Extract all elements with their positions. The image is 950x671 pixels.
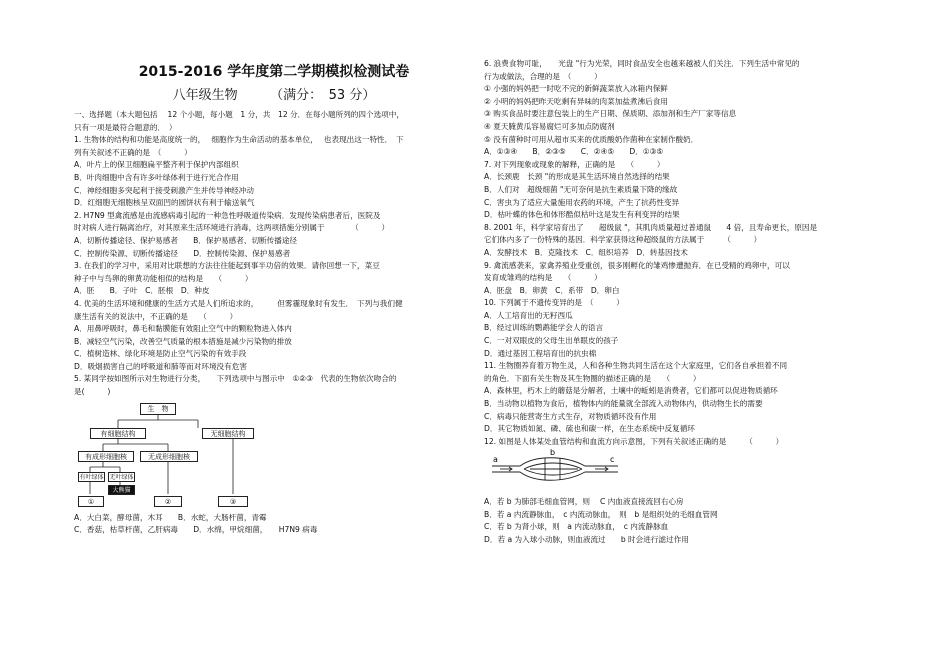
text-line: C．控制传染源、切断传播途径 D．控制传染源、保护易感者 — [74, 248, 291, 258]
text-line: B．当动物以植物为食后，植物体内的能量就全部流入动物体内，供动物生长的需要 — [484, 399, 763, 409]
text-line: C．一对双眼皮的父母生出单眼皮的孩子 — [484, 336, 619, 346]
text-line: 6. 浪费食物可耻， 光盘 "行为光荣，同时食品安全也越来越被人们关注．下列生活中常见的 — [484, 59, 800, 68]
text-line: 1. 生物体的结构和功能是高度统一的， 细胞作为生命活动的基本单位， 也表现出这一特性． 下 — [74, 135, 404, 145]
text-line: D．若 a 为入球小动脉，则血液流过 b 时会进行滤过作用 — [484, 534, 689, 544]
text-line: C．病毒只能营寄生方式生存，对物质循环没有作用 — [484, 411, 657, 421]
node-blank-1: ① — [78, 496, 104, 507]
exam-title: 2015-2016 学年度第二学期模拟检测试卷 — [138, 64, 410, 80]
left-text-block — [74, 109, 474, 399]
left-answer-block — [74, 512, 474, 537]
text-line: D．红细胞无细胞核呈双面凹的圆饼状有利于输送氧气 — [74, 198, 255, 208]
text-line: 列有关叙述不正确的是 （ ） — [74, 147, 192, 157]
exam-subtitle: 八年级生物 （满分： 53 分） — [172, 88, 376, 103]
node-with-nucleus: 有成形细胞核 — [78, 451, 134, 462]
node-acellular: 无细胞结构 — [202, 428, 254, 439]
blood-vessel-diagram — [490, 449, 620, 489]
text-line: A．胚 B．子叶 C．胚根 D．种皮 — [74, 286, 210, 296]
text-line: ② 小明的妈妈把昨天吃剩有异味的肉菜加盐煮沸后食用 — [484, 96, 668, 106]
text-line: 9. 禽流感袭来，家禽养殖业受重创，很多刚孵化的雏鸡惨遭抛弃．在已受精的鸡卵中，可以 — [484, 260, 790, 270]
text-line: A．叶片上的保卫细胞扁平整齐利于保护内部组织 — [74, 160, 239, 170]
text-line: A．人工培育出的无籽西瓜 — [484, 310, 573, 320]
node-cellular: 有细胞结构 — [90, 428, 146, 439]
left-column — [74, 0, 474, 537]
text-line: A．大白菜，酵母菌，木耳 B．水蛇，大肠杆菌，青霉 — [74, 512, 267, 522]
text-line: B．经过训练的鹦鹉能学会人的语言 — [484, 323, 604, 333]
text-line: A．森林里，朽木上的蘑菇是分解者，土壤中的蚯蚓是消费者，它们都可以促进物质循环 — [484, 386, 778, 396]
text-line: 12. 如图是人体某处血管结构和血流方向示意图，下列有关叙述正确的是 （ ） — [484, 436, 784, 446]
node-organism: 生 物 — [140, 403, 176, 415]
text-line: 只有一项是最符合题意的． ） — [74, 122, 177, 132]
text-line: A．若 b 为肺部毛细血管网，则 C 内血液直接流回右心房 — [484, 497, 684, 506]
text-line: 的角色．下面有关生物及其生物圈的描述正确的是 （ ） — [484, 373, 701, 383]
text-line: 康生活有关的说法中，不正确的是 （ ） — [74, 311, 238, 321]
text-line: C．植树造林、绿化环境是防止空气污染的有效手段 — [74, 349, 247, 359]
text-line: ④ 夏天腌黄瓜容易腐烂可多加点防腐剂 — [484, 121, 615, 131]
text-line: A．发酵技术 B．克隆技术 C．组织培养 D．转基因技术 — [484, 247, 688, 257]
vessel-label-a: a — [493, 455, 498, 465]
text-line: C．香菇，枯草杆菌，乙肝病毒 D．水绵，甲烷细菌， H7N9 病毒 — [74, 525, 318, 535]
text-line: A．长颈鹿 长颈 "的形成是其生活环境自然选择的结果 — [484, 172, 670, 182]
text-line: 10. 下列属于不遗传变异的是 （ ） — [484, 298, 624, 308]
right-text-block — [484, 58, 880, 448]
text-line: 时对病人进行隔离治疗，对其原来生活环境进行消毒，这两项措施分别属于 （ ） — [74, 223, 390, 233]
text-line: 7. 对下列现象或现象的解释，正确的是 （ ） — [484, 159, 665, 169]
text-line: 3. 在我们的学习中，采用对比联想的方法往往能起到事半功倍的效果．请你回想一下，菜豆 — [74, 261, 380, 271]
text-line: 是( ) — [74, 387, 111, 397]
text-line: D．其它物质如氮、磷、硫也和碳一样，在生态系统中反复循环 — [484, 424, 695, 434]
text-line: A．①③④ B．②③⑤ C．②④⑤ D．①③⑤ — [484, 147, 664, 157]
right-answer-block — [484, 496, 880, 546]
text-line: 2. H7N9 型禽流感是由流感病毒引起的一种急性呼吸道传染病．发现传染病患者后，医院及 — [74, 210, 381, 220]
text-line: C．神经细胞多突起利于接受刺激产生并传导神经冲动 — [74, 185, 254, 195]
text-line: 8. 2001 年，科学家培育出了 超级鼠 "，其肌肉质量超过普通鼠 4 倍，且寿命更长，原因是 — [484, 222, 818, 232]
text-line: D．枯叶蝶的体色和体形酷似枯叶这是发生有利变异的结果 — [484, 210, 680, 220]
text-line: C．害虫为了适应大量施用农药的环境，产生了抗药性变异 — [484, 197, 680, 207]
text-line: ③ 购买食品时要注意包装上的生产日期、保质期、添加剂和生产厂家等信息 — [484, 109, 737, 119]
text-line: B．人们对 超级细菌 "无可奈何是抗生素质量下降的缘故 — [484, 184, 678, 194]
text-line: ① 小强的妈妈把一时吃不完的新鲜蔬菜放入冰箱内保鲜 — [484, 84, 668, 94]
vessel-label-b: b — [550, 449, 556, 458]
text-line: A．胚盘 B．卵黄 C．系带 D．卵白 — [484, 285, 620, 295]
text-line: B．若 a 内流静脉血， c 内流动脉血， 则 b 是组织处的毛细血管网 — [484, 509, 718, 519]
node-chloroplast: 有叶绿体 — [79, 473, 104, 481]
text-line: 种子中与鸟卵的卵黄功能相似的结构是 （ ） — [74, 273, 253, 283]
node-panda: 大熊猫 — [108, 485, 135, 495]
classification-diagram — [78, 401, 254, 509]
vessel-label-c: c — [610, 455, 615, 465]
node-blank-3: ③ — [218, 496, 248, 507]
node-without-nucleus: 无成形细胞核 — [140, 451, 198, 462]
text-line: 5. 某同学按如图所示对生物进行分类， 下列选项中与图示中 ①②③ 代表的生物依次吻合的 — [74, 374, 397, 384]
text-line: A．切断传播途径、保护易感者 B．保护易感者、切断传播途径 — [74, 235, 298, 245]
text-line: 发育成雏鸡的结构是 （ ） — [484, 273, 602, 283]
text-line: 11. 生物圈养育着万物生灵，人和各种生物共同生活在这个大家庭里，它们各自承担着不同 — [484, 361, 788, 371]
text-line: 4. 优美的生活环境和健康的生活方式是人们所追求的， 但雾霾现象时有发生． 下列与我们健 — [74, 298, 403, 308]
text-line: 它们体内多了一份特殊的基因．科学家获得这种超级鼠的方法属于 （ ） — [484, 235, 762, 245]
text-line: C．若 b 为肾小球，则 a 内流动脉血， c 内流静脉血 — [484, 522, 669, 532]
text-line: 一、选择题（本大题包括 12 个小题，每小题 1 分，共 12 分．在每小题所列的四个选项中， — [74, 110, 404, 119]
text-line: A．用鼻呼吸时，鼻毛和黏膜能有效阻止空气中的颗粒物进入体内 — [74, 324, 292, 334]
text-line: D．吸烟损害自己的呼吸道和肺等而对环境没有危害 — [74, 361, 247, 371]
node-blank-2: ② — [154, 496, 182, 507]
text-line: 行为或做法，合理的是 （ ） — [484, 71, 602, 81]
node-no-chloroplast: 无叶绿体 — [109, 473, 134, 481]
text-line: B．叶肉细胞中含有许多叶绿体利于进行光合作用 — [74, 172, 239, 182]
text-line: D．通过基因工程培育出的抗虫棉 — [484, 348, 597, 358]
text-line: B．减轻空气污染，改善空气质量的根本措施是减少污染物的排放 — [74, 336, 292, 346]
text-line: ⑤ 没有菌种时可用从超市买来的优质酸奶作菌种在家制作酸奶． — [484, 134, 699, 144]
right-column — [484, 0, 880, 546]
